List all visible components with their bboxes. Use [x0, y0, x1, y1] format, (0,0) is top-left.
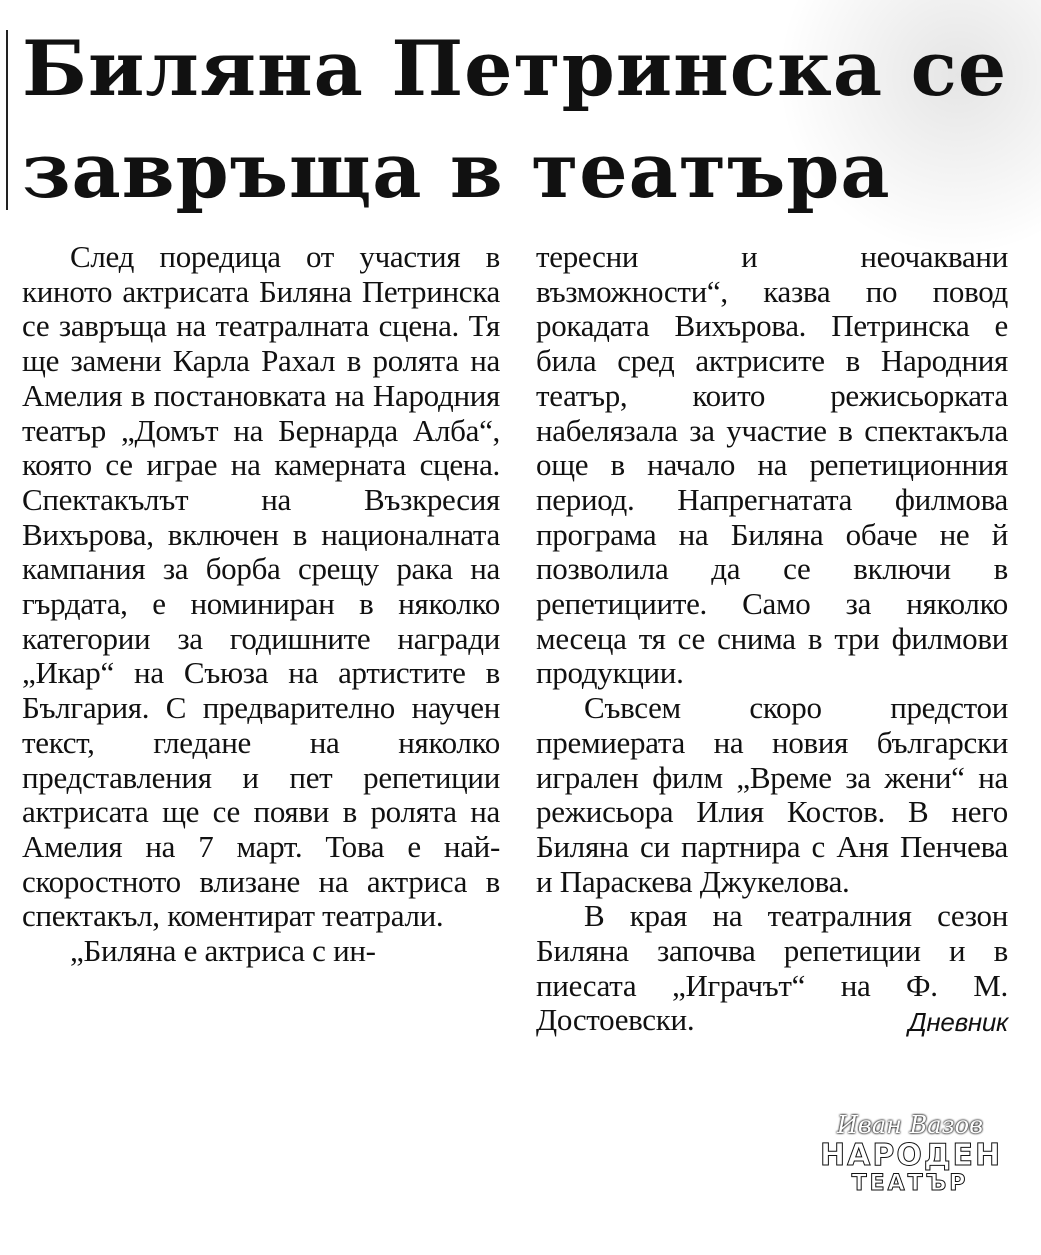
- paragraph: тересни и неочаквани възможности“, казва по повод рокадата Вихърова. Петринска е била сред актрисите в Народния театър, които режисьорката набелязала за участие в спектакъла още в начало на репетиционния период. Напрегнатата филмова програма на Биляна обаче не й позволила да се включи в репетициите. Само за няколко месеца тя се снима в три филмови продукции.: [536, 239, 1008, 691]
- paragraph: „Биляна е актриса с ин-: [70, 933, 376, 969]
- source-signature: Дневник: [908, 1007, 1008, 1038]
- headline: [22, 18, 1032, 222]
- left-column: [22, 240, 500, 969]
- national-theatre-logo: [820, 1110, 1003, 1200]
- paragraph-text: В края на театралния сезон Биляна започва репетиции и в пиесата „Играчът“ на Ф. М. Достоевски.: [536, 898, 1008, 1038]
- paragraph: След поредица от участия в киното актрисата Биляна Петринска се завръща на театралната сцена. Тя ще замени Карла Рахал в ролята на Амелия в постановката на Народния театър „Домът на Бернарда Алба“, която се играе на камерната сцена. Спектакълът на Възкресия Вихърова, включен в националната кампания за борба срещу рака на гърдата, е номиниран в няколко категории за годишните награди „Икар“ на Съюза на артистите в България. С предварително научен текст, гледане на няколко представления и пет репетиции актрисата ще се появи в ролята на Амелия на 7 март. Това е най-скоростното влизане на актриса в спектакъл, коментират театрали.: [22, 239, 500, 934]
- logo-sub: ТЕАТЪР: [851, 1171, 969, 1196]
- headline-line-1: Биляна Петринска се: [22, 24, 1008, 113]
- paragraph: [536, 899, 1008, 1038]
- column-rule: [6, 30, 8, 210]
- headline-line-2: завръща в театъра: [22, 126, 891, 215]
- right-column: [536, 240, 1008, 1040]
- logo-main: НАРОДЕН: [820, 1138, 1003, 1173]
- logo-script: Иван Вазов: [836, 1111, 984, 1139]
- paragraph: Съвсем скоро предстои премиерата на новия български игрален филм „Време за жени“ на режисьора Илия Костов. В него Биляна си партнира с Аня Пенчева и Параскева Джукелова.: [536, 690, 1008, 899]
